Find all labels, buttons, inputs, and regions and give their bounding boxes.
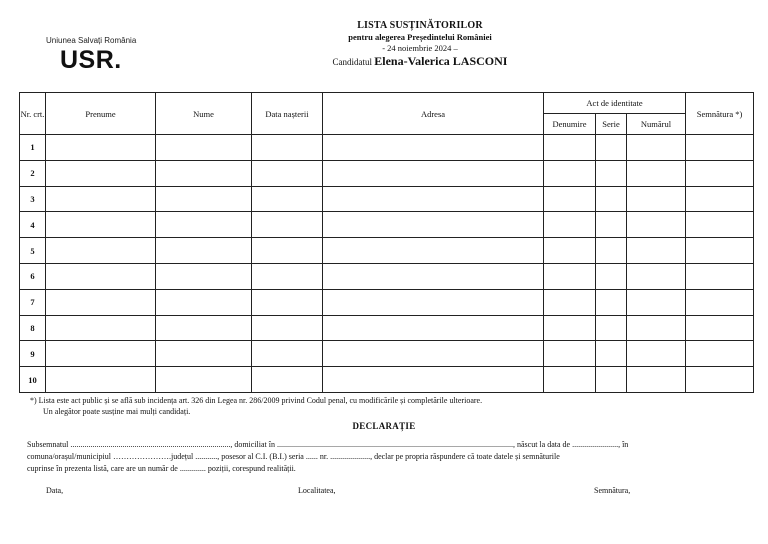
cell-numarul[interactable]	[627, 341, 686, 367]
cell-nume[interactable]	[156, 341, 252, 367]
cell-data-nasterii[interactable]	[252, 186, 323, 212]
row-number: 9	[20, 341, 46, 367]
cell-nume[interactable]	[156, 263, 252, 289]
legal-footnote	[30, 395, 482, 417]
usr-logo: USR.	[60, 46, 122, 74]
row-number: 3	[20, 186, 46, 212]
cell-denumire[interactable]	[544, 315, 596, 341]
cell-data-nasterii[interactable]	[252, 263, 323, 289]
cell-serie[interactable]	[596, 135, 627, 161]
candidate-name: Elena-Valerica LASCONI	[374, 54, 508, 68]
cell-data-nasterii[interactable]	[252, 135, 323, 161]
header-data-nasterii: Data nașterii	[252, 93, 323, 135]
locality-label: Localitatea,	[298, 486, 336, 495]
cell-serie[interactable]	[596, 315, 627, 341]
table-row	[20, 263, 754, 289]
cell-adresa[interactable]	[323, 212, 544, 238]
table-row	[20, 212, 754, 238]
organization-logo-block	[46, 36, 166, 73]
election-date: - 24 noiembrie 2024 –	[382, 43, 458, 53]
cell-serie[interactable]	[596, 160, 627, 186]
cell-nume[interactable]	[156, 289, 252, 315]
cell-adresa[interactable]	[323, 315, 544, 341]
cell-semnatura[interactable]	[686, 341, 754, 367]
cell-numarul[interactable]	[627, 212, 686, 238]
header-prenume: Prenume	[46, 93, 156, 135]
header-semnatura: Semnătura *)	[686, 93, 754, 135]
cell-nume[interactable]	[156, 238, 252, 264]
candidate-label: Candidatul	[332, 57, 372, 67]
header-serie: Serie	[596, 114, 627, 135]
cell-prenume[interactable]	[46, 289, 156, 315]
header-nume: Nume	[156, 93, 252, 135]
cell-adresa[interactable]	[323, 186, 544, 212]
declaration-title: DECLARAȚIE	[352, 421, 416, 431]
cell-prenume[interactable]	[46, 238, 156, 264]
footnote-line-1: *) Lista este act public și se află sub incidența art. 326 din Legea nr. 286/2009 privind Codul penal, cu modificările și completările ulterioare.	[30, 396, 483, 405]
cell-prenume[interactable]	[46, 135, 156, 161]
declaration-line-1: Subsemnatul ................................................................................, domiciliat în ......................................................................................................................, născut la data de ......................., în	[27, 440, 629, 449]
cell-denumire[interactable]	[544, 135, 596, 161]
cell-serie[interactable]	[596, 212, 627, 238]
cell-serie[interactable]	[596, 289, 627, 315]
declaration-line-3: cuprinse în prezenta listă, care are un număr de ............. poziții, corespund realității.	[27, 464, 296, 473]
cell-numarul[interactable]	[627, 135, 686, 161]
candidate-line	[280, 54, 560, 69]
table-row	[20, 186, 754, 212]
cell-denumire[interactable]	[544, 160, 596, 186]
cell-denumire[interactable]	[544, 263, 596, 289]
cell-serie[interactable]	[596, 341, 627, 367]
cell-nume[interactable]	[156, 315, 252, 341]
cell-adresa[interactable]	[323, 367, 544, 393]
cell-adresa[interactable]	[323, 289, 544, 315]
row-number: 8	[20, 315, 46, 341]
cell-serie[interactable]	[596, 186, 627, 212]
cell-serie[interactable]	[596, 238, 627, 264]
header-nr-crt: Nr. crt.	[20, 93, 46, 135]
cell-adresa[interactable]	[323, 238, 544, 264]
row-number: 2	[20, 160, 46, 186]
cell-numarul[interactable]	[627, 238, 686, 264]
cell-nume[interactable]	[156, 367, 252, 393]
cell-data-nasterii[interactable]	[252, 341, 323, 367]
row-number: 10	[20, 367, 46, 393]
cell-prenume[interactable]	[46, 367, 156, 393]
table-row	[20, 135, 754, 161]
cell-numarul[interactable]	[627, 160, 686, 186]
row-number: 6	[20, 263, 46, 289]
cell-numarul[interactable]	[627, 186, 686, 212]
document-subtitle: pentru alegerea Președintelui României	[348, 32, 492, 42]
declaration-line-2: comuna/orașul/municipiul ………………….județul ..........., posesor al C.I. (B.I.) seria ...... nr. ...................., declar pe propria răspundere că toate datele și semnăturile	[27, 452, 560, 461]
table-row	[20, 289, 754, 315]
footnote-line-2: Un alegător poate susține mai mulți candidați.	[43, 407, 191, 416]
header-numarul: Numărul	[627, 114, 686, 135]
table-row	[20, 238, 754, 264]
cell-adresa[interactable]	[323, 341, 544, 367]
cell-numarul[interactable]	[627, 263, 686, 289]
table-row	[20, 367, 754, 393]
cell-semnatura[interactable]	[686, 186, 754, 212]
declaration-text	[27, 439, 739, 475]
cell-denumire[interactable]	[544, 186, 596, 212]
cell-numarul[interactable]	[627, 315, 686, 341]
header-adresa: Adresa	[323, 93, 544, 135]
row-number: 4	[20, 212, 46, 238]
cell-prenume[interactable]	[46, 212, 156, 238]
row-number: 1	[20, 135, 46, 161]
document-title: LISTA SUSȚINĂTORILOR	[357, 20, 483, 31]
cell-data-nasterii[interactable]	[252, 289, 323, 315]
cell-data-nasterii[interactable]	[252, 238, 323, 264]
cell-nume[interactable]	[156, 212, 252, 238]
cell-serie[interactable]	[596, 263, 627, 289]
cell-denumire[interactable]	[544, 289, 596, 315]
cell-adresa[interactable]	[323, 160, 544, 186]
cell-nume[interactable]	[156, 160, 252, 186]
cell-denumire[interactable]	[544, 367, 596, 393]
cell-semnatura[interactable]	[686, 367, 754, 393]
cell-adresa[interactable]	[323, 263, 544, 289]
cell-semnatura[interactable]	[686, 212, 754, 238]
cell-semnatura[interactable]	[686, 238, 754, 264]
cell-semnatura[interactable]	[686, 135, 754, 161]
table-row	[20, 160, 754, 186]
table-row	[20, 341, 754, 367]
cell-prenume[interactable]	[46, 186, 156, 212]
row-number: 5	[20, 238, 46, 264]
cell-semnatura[interactable]	[686, 160, 754, 186]
cell-nume[interactable]	[156, 135, 252, 161]
cell-semnatura[interactable]	[686, 263, 754, 289]
header-act-identitate: Act de identitate	[544, 93, 686, 114]
cell-denumire[interactable]	[544, 238, 596, 264]
row-number: 7	[20, 289, 46, 315]
cell-numarul[interactable]	[627, 289, 686, 315]
cell-serie[interactable]	[596, 367, 627, 393]
document-title-block	[280, 20, 560, 69]
cell-denumire[interactable]	[544, 212, 596, 238]
cell-data-nasterii[interactable]	[252, 212, 323, 238]
date-label: Data,	[46, 486, 64, 495]
cell-numarul[interactable]	[627, 367, 686, 393]
cell-data-nasterii[interactable]	[252, 315, 323, 341]
supporters-table	[19, 92, 754, 393]
header-denumire: Denumire	[544, 114, 596, 135]
signature-label: Semnătura,	[594, 486, 631, 495]
cell-denumire[interactable]	[544, 341, 596, 367]
cell-semnatura[interactable]	[686, 315, 754, 341]
cell-prenume[interactable]	[46, 263, 156, 289]
cell-semnatura[interactable]	[686, 289, 754, 315]
cell-data-nasterii[interactable]	[252, 160, 323, 186]
cell-prenume[interactable]	[46, 315, 156, 341]
table-row	[20, 315, 754, 341]
cell-nume[interactable]	[156, 186, 252, 212]
cell-adresa[interactable]	[323, 135, 544, 161]
organization-name: Uniunea Salvați România	[46, 36, 137, 45]
cell-data-nasterii[interactable]	[252, 367, 323, 393]
cell-prenume[interactable]	[46, 160, 156, 186]
cell-prenume[interactable]	[46, 341, 156, 367]
